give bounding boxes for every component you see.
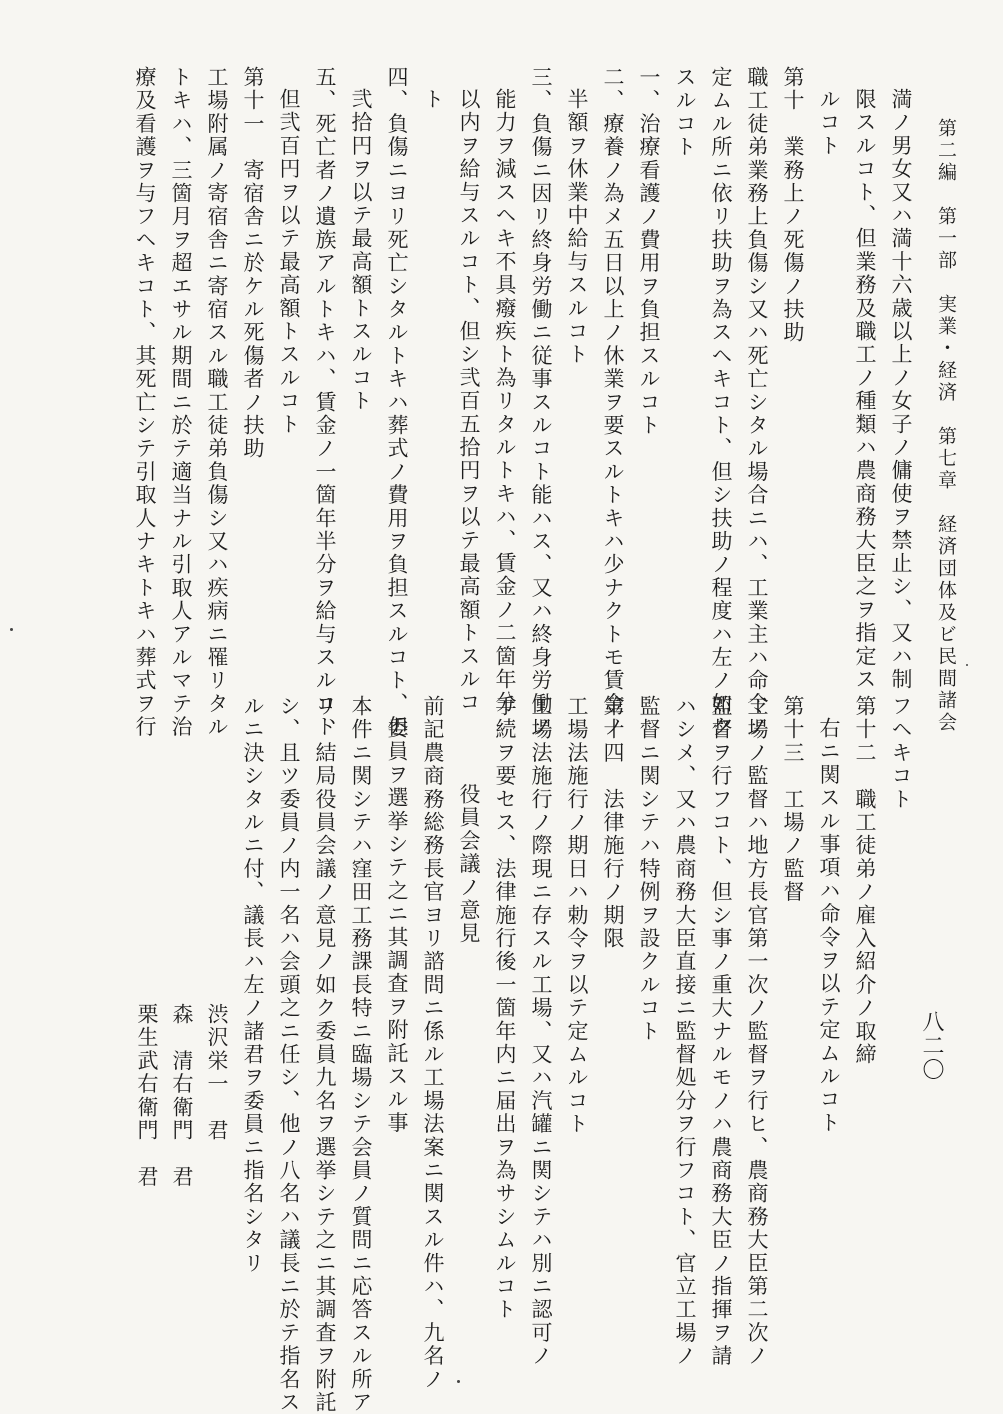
text-column: リ、結局役員会議ノ意見ノ如ク委員九名ヲ選挙シテ之ニ其調査ヲ附託 (313, 695, 337, 1414)
text-column: 工場ノ監督ハ地方長官第一次ノ監督ヲ行ヒ、農商務大臣第二次ノ (745, 695, 769, 1368)
committee-member (206, 695, 227, 1335)
section-heading: 第十四 法律施行ノ期限 (601, 695, 625, 951)
lower-text-block (122, 695, 913, 1414)
text-column: ルコト (817, 88, 841, 158)
member-name: 森 清右衛門 (170, 1003, 194, 1143)
scan-speck (457, 1380, 460, 1383)
text-column: シ、且ツ委員ノ内一名ハ会頭之ニ任シ、他ノ八名ハ議長ニ於テ指名ス (277, 695, 301, 1414)
list-item: 二、療養ノ為メ五日以上ノ休業ヲ要スルトキハ少ナクトモ賃金ノ (601, 66, 625, 739)
text-column: 工場法施行ノ期日ハ勅令ヲ以テ定ムルコト (565, 695, 589, 1136)
member-honorific: 君 (135, 1165, 159, 1189)
text-column: 前記農商務総務長官ヨリ諮問ニ係ル工場法案ニ関スル件ハ、九名ノ (421, 695, 445, 1392)
committee-member (171, 695, 192, 1335)
page-number: 八二〇 (919, 1010, 944, 1082)
list-item: 四、負傷ニヨリ死亡シタルトキハ葬式ノ費用ヲ負担スルコト、但 (385, 66, 409, 739)
section-heading: 第十二 職工徒弟ノ雇入紹介ノ取締 (853, 695, 877, 1067)
text-column: 手続ヲ要セス、法律施行後一箇年内ニ届出ヲ為サシムルコト (493, 695, 517, 1322)
section-heading: 第十三 工場ノ監督 (781, 695, 805, 904)
section-heading: 第十一 寄宿舎ニ於ケル死傷者ノ扶助 (241, 66, 265, 461)
text-column: 限スルコト、但業務及職工ノ種類ハ農商務大臣之ヲ指定ス (853, 88, 877, 692)
text-column: 工場附属ノ寄宿舎ニ寄宿スル職工徒弟負傷シ又ハ疾病ニ罹リタル (205, 66, 229, 739)
text-column: スルコト (673, 66, 697, 159)
scan-speck (966, 664, 968, 666)
text-column: ハシメ、又ハ農商務大臣直接ニ監督処分ヲ行フコト、官立工場ノ (673, 695, 697, 1368)
subheading: 役員会議ノ意見 (457, 783, 481, 946)
text-column: 満ノ男女又ハ満十六歳以上ノ女子ノ傭使ヲ禁止シ、又ハ制 (889, 88, 913, 692)
running-title: 第二編 第一部 実業・経済 第七章 経済団体及ビ民間諸会 (935, 118, 957, 734)
text-column: ト (421, 88, 445, 112)
text-column: 委員ヲ選挙シテ之ニ其調査ヲ附託スル事 (385, 717, 409, 1135)
text-column: ルニ決シタルニ付、議長ハ左ノ諸君ヲ委員ニ指名シタリ (241, 695, 265, 1275)
text-column: 半額ヲ休業中給与スルコト (565, 88, 589, 367)
text-column: 以内ヲ給与スルコト、但シ弐百五拾円ヲ以テ最高額トスルコ (457, 88, 481, 715)
list-item: 五、死亡者ノ遺族アルトキハ、賃金ノ一箇年半分ヲ給与スルコト (313, 66, 337, 739)
text-column: 弐拾円ヲ以テ最高額トスルコト (349, 88, 373, 413)
list-item: 一、治療看護ノ費用ヲ負担スルコト (637, 66, 661, 438)
running-header (921, 118, 957, 734)
member-name: 栗生武右衛門 (135, 1003, 159, 1143)
text-column: 職工徒弟業務上負傷シ又ハ死亡シタル場合ニハ、工業主ハ命令ノ (745, 66, 769, 739)
member-honorific: 君 (205, 1119, 229, 1143)
text-column: 療及看護ヲ与フヘキコト、其死亡シテ引取人ナキトキハ葬式ヲ行 (133, 66, 157, 739)
text-column: 本件ニ関シテハ窪田工務課長特ニ臨場シテ会員ノ質問ニ応答スル所ア (349, 695, 373, 1414)
text-column: 監督ヲ行フコト、但シ事ノ重大ナルモノハ農商務大臣ノ指揮ヲ請 (709, 695, 733, 1368)
section-heading: 第十 業務上ノ死傷ノ扶助 (781, 66, 805, 345)
upper-text-block (119, 66, 913, 739)
text-column: 監督ニ関シテハ特例ヲ設クルコト (637, 695, 661, 1043)
list-item: 三、負傷ニ因リ終身労働ニ従事スルコト能ハス、又ハ終身労働ノ (529, 66, 553, 739)
text-column: 但弐百円ヲ以テ最高額トスルコト (277, 88, 301, 436)
member-honorific: 君 (170, 1165, 194, 1189)
member-name: 渋沢栄一 (205, 1003, 229, 1096)
text-column: 右ニ関スル事項ハ命令ヲ以テ定ムルコト (817, 717, 841, 1135)
text-column: 定ムル所ニ依リ扶助ヲ為スヘキコト、但シ扶助ノ程度ハ左ノ如ク (709, 66, 733, 739)
text-column: 工場法施行ノ際現ニ存スル工場、又ハ汽罐ニ関シテハ別ニ認可ノ (529, 695, 553, 1368)
text-column: フヘキコト (889, 695, 913, 811)
committee-member (136, 695, 157, 1335)
text-column: 能力ヲ減スヘキ不具癈疾ト為リタルトキハ、賃金ノ二箇年分 (493, 88, 517, 715)
scan-speck (10, 628, 13, 631)
text-column: トキハ、三箇月ヲ超エサル期間ニ於テ適当ナル引取人アルマテ治 (169, 66, 193, 739)
